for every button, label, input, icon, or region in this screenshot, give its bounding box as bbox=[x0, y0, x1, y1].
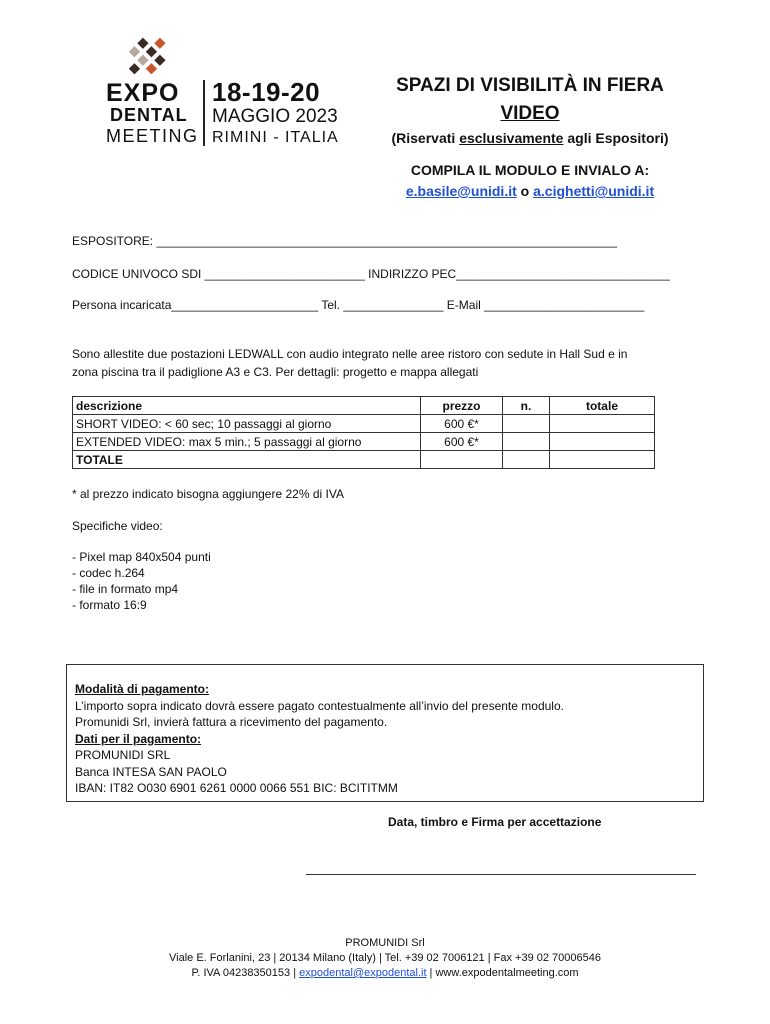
row-quantity[interactable] bbox=[503, 433, 550, 451]
email-line bbox=[370, 181, 690, 201]
price-table bbox=[72, 396, 655, 469]
spec-item: - Pixel map 840x504 punti bbox=[72, 550, 211, 564]
payment-box bbox=[66, 664, 704, 802]
payment-iban: IBAN: IT82 O030 6901 6261 0000 0066 551 BIC: BCITITMM bbox=[75, 781, 398, 795]
payment-line-2: Promunidi Srl, invierà fattura a ricevimento del pagamento. bbox=[75, 715, 388, 729]
col-n: n. bbox=[503, 397, 550, 415]
intro-paragraph bbox=[72, 345, 712, 381]
table-header-row bbox=[73, 397, 655, 415]
reserved-emphasis: esclusivamente bbox=[459, 130, 564, 146]
payment-line-1: L’importo sopra indicato dovrà essere pagato contestualmente all’invio del presente modulo. bbox=[75, 698, 564, 713]
table-row bbox=[73, 415, 655, 433]
col-totale: totale bbox=[550, 397, 655, 415]
page-subtitle: VIDEO bbox=[500, 103, 560, 124]
payment-heading: Modalità di pagamento: bbox=[75, 682, 210, 696]
payment-content bbox=[75, 681, 564, 797]
spec-item: - file in formato mp4 bbox=[72, 582, 179, 596]
row-quantity[interactable] bbox=[503, 415, 550, 433]
payment-bank: Banca INTESA SAN PAOLO bbox=[75, 764, 227, 779]
footer-email-link[interactable]: expodental@expodental.it bbox=[299, 967, 427, 979]
reserved-suffix: agli Espositori) bbox=[563, 130, 669, 146]
signature-label: Data, timbro e Firma per accettazione bbox=[388, 815, 602, 829]
row-total[interactable] bbox=[550, 433, 655, 451]
logo-divider bbox=[203, 80, 205, 146]
row-price: 600 €* bbox=[421, 433, 503, 451]
row-total[interactable] bbox=[550, 415, 655, 433]
footer-company: PROMUNIDI Srl bbox=[345, 937, 425, 949]
expo-dental-logo-icon bbox=[124, 34, 176, 78]
email-link-basile[interactable]: e.basile@unidi.it bbox=[405, 183, 517, 199]
table-row bbox=[73, 433, 655, 451]
persona-contact-field[interactable]: Persona incaricata______________________ Tel. _______________ E-Mail ________________________ bbox=[72, 298, 645, 312]
logo-brand-expo: EXPO bbox=[106, 79, 180, 107]
total-quantity[interactable] bbox=[503, 451, 550, 469]
email-separator: o bbox=[516, 183, 534, 199]
table-total-row bbox=[73, 451, 655, 469]
logo-brand-meeting: MEETING bbox=[106, 126, 199, 146]
reserved-prefix: (Riservati bbox=[391, 130, 460, 146]
footer-web: | www.expodentalmeeting.com bbox=[426, 967, 579, 979]
intro-line-1: Sono allestite due postazioni LEDWALL con audio integrato nelle aree ristoro con sedute in Hall Sud e in bbox=[72, 347, 628, 361]
spec-item: - formato 16:9 bbox=[72, 598, 147, 612]
codice-pec-field[interactable]: CODICE UNIVOCO SDI ________________________ INDIRIZZO PEC________________________________ bbox=[72, 267, 670, 281]
payment-company: PROMUNIDI SRL bbox=[75, 748, 171, 762]
logo-dates: 18-19-20 bbox=[212, 77, 321, 107]
spec-item: - codec h.264 bbox=[72, 566, 145, 580]
logo-month: MAGGIO 2023 bbox=[212, 106, 338, 127]
row-price: 600 €* bbox=[421, 415, 503, 433]
page-title: SPAZI DI VISIBILITÀ IN FIERA bbox=[396, 75, 664, 96]
row-description: SHORT VIDEO: < 60 sec; 10 passaggi al giorno bbox=[73, 415, 421, 433]
spec-title: Specifiche video: bbox=[72, 519, 163, 533]
reserved-note bbox=[370, 128, 690, 148]
send-instruction: COMPILA IL MODULO E INVIALO A: bbox=[410, 162, 650, 178]
intro-line-2: zona piscina tra il padiglione A3 e C3. Per dettagli: progetto e mappa allegati bbox=[72, 365, 479, 379]
iva-note: * al prezzo indicato bisogna aggiungere 22% di IVA bbox=[72, 487, 344, 501]
logo-place: RIMINI - ITALIA bbox=[212, 129, 339, 146]
col-descrizione: descrizione bbox=[73, 397, 421, 415]
email-link-cighetti[interactable]: a.cighetti@unidi.it bbox=[533, 183, 655, 199]
total-price bbox=[421, 451, 503, 469]
payment-data-heading: Dati per il pagamento: bbox=[75, 731, 202, 746]
logo-brand-dental: DENTAL bbox=[110, 105, 188, 125]
spec-list bbox=[72, 549, 211, 613]
signature-line[interactable] bbox=[306, 874, 696, 875]
footer-contacts bbox=[0, 966, 770, 981]
total-amount[interactable] bbox=[550, 451, 655, 469]
footer-address: Viale E. Forlanini, 23 | 20134 Milano (Italy) | Tel. +39 02 7006121 | Fax +39 02 70006546 bbox=[169, 952, 601, 964]
footer-piva: P. IVA 04238350153 | bbox=[191, 967, 300, 979]
row-description: EXTENDED VIDEO: max 5 min.; 5 passaggi al giorno bbox=[73, 433, 421, 451]
espositore-field[interactable]: ESPOSITORE: _____________________________________________________________________ bbox=[72, 234, 617, 248]
col-prezzo: prezzo bbox=[421, 397, 503, 415]
total-label: TOTALE bbox=[73, 451, 421, 469]
